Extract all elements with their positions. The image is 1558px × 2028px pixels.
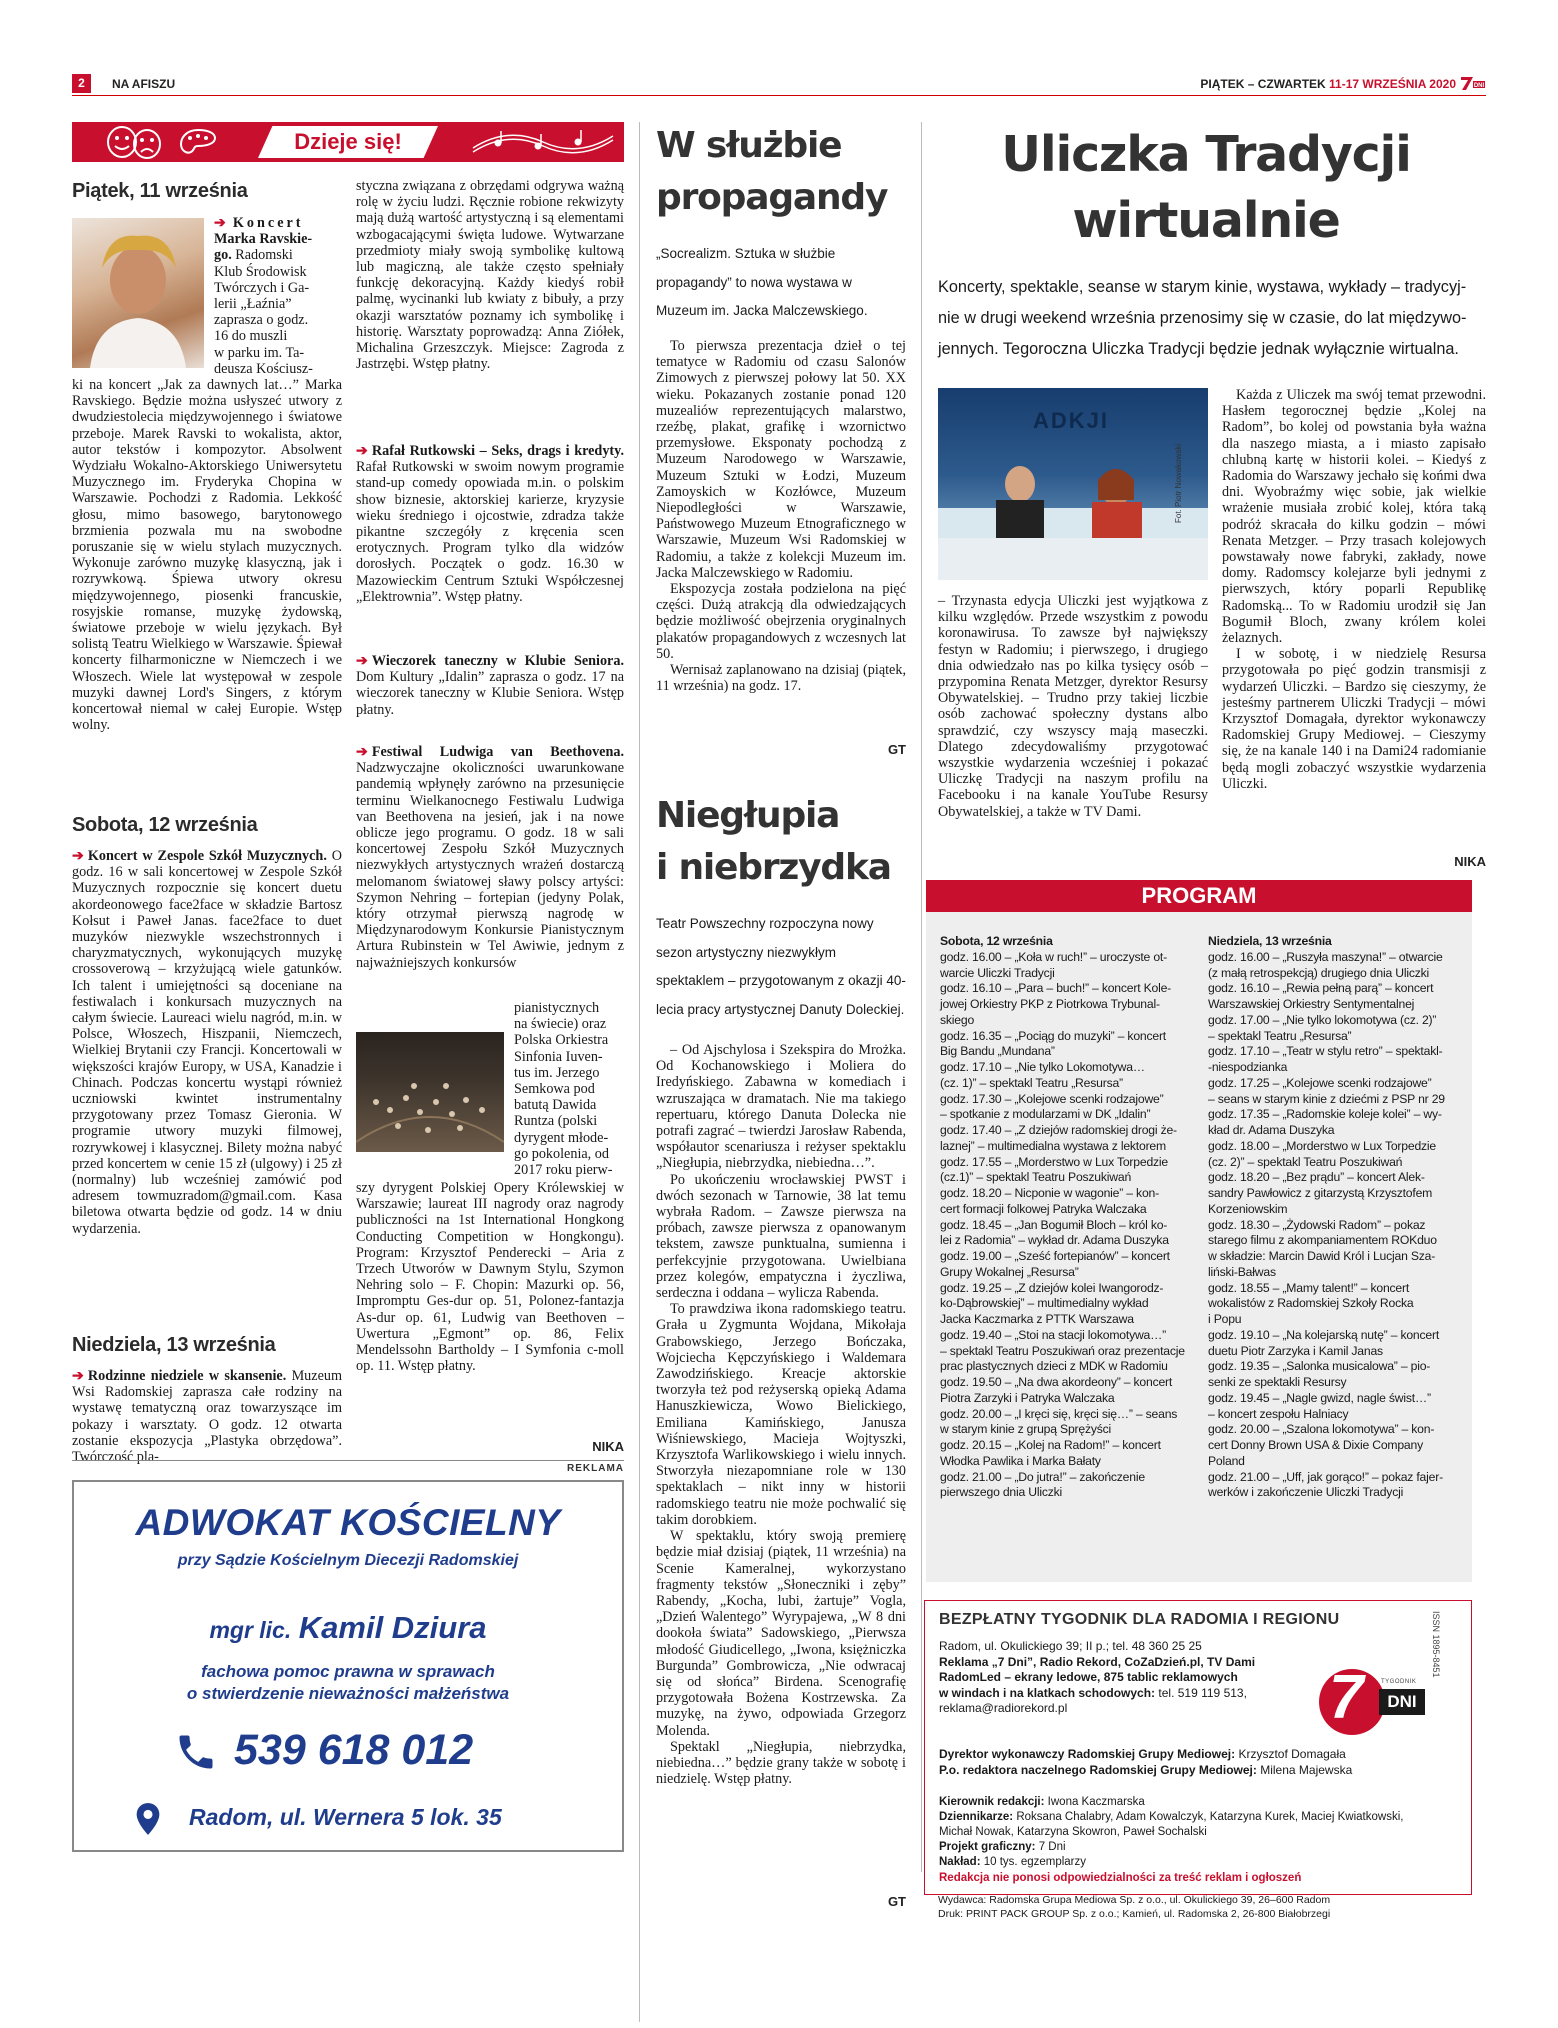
impressum-footer: Redakcja nie ponosi odpowiedzialności za treść reklam i ogłoszeń xyxy=(939,1872,1302,1884)
item1-title: ➔ Koncert xyxy=(214,215,304,231)
item1-title-b: Marka Ravskie- xyxy=(214,231,313,248)
impressum-staff: Kierownik redakcji: Iwona Kaczmarska Dziennikarze: Roksana Chalabry, Adam Kowalczyk, Katarzyna Kurek, Maciej Kwiatkowski, Michał Nowak, Katarzyna Skowron, Paweł Sochalski Projekt graficzny: 7 Dni Nakład: 10 tys. egzemplarzy xyxy=(939,1796,1404,1868)
item1-body: ki na koncert „Jak za dawnych lat…” Marka Ravskiego. Będzie można usłyszeć utwory z dwudziestolecia międzywojennego i światowe przeboje. Marek Ravski to wokalista, aktor, autor tekstów i kompozytor. Absolwent Wydziału Wokalno-Aktorskiego Uniwersytetu Muzycznego im. Fryderyka Chopina w Warszawie. Pochodzi z Radomia. Lekkość głosu, mimo basowego, barytonowego brzmienia pozwala mu na swobodne poruszanie się w wielu stylach muzycznych. Wykonuje zarówno muzykę klasyczną, jak i rozrywkową. Śpiewa utwory okresu międzywojennego, piosenki francuskie, rosyjskie romanse, muzykę żydowską, światowe przeboje w wielu językach. Był solistą Teatru Wielkiego w Warszawie. Śpiewał koncerty filharmoniczne w Niemczech i we Włoszech. Wiele lat występował w zespole muzyki dawnej Lord's Singers, z którym koncertował niemal w całej Europie. Wstęp wolny. xyxy=(72,377,342,734)
ad-phone[interactable]: 539 618 012 xyxy=(234,1726,474,1774)
svg-text:DNI: DNI xyxy=(1473,83,1485,89)
dzieje-signature: NIKA xyxy=(592,1439,624,1454)
ad-tagline-2: o stwierdzenie nieważności małżeństwa xyxy=(186,1684,510,1703)
lawyer-ad xyxy=(72,1480,624,1852)
program-entry: godz. 17.10 – „Teatr w stylu retro” – spektakl- -niespodzianka xyxy=(1208,1044,1443,1074)
page-number: 2 xyxy=(72,74,91,93)
impressum xyxy=(924,1600,1472,1895)
nieglupia-body: – Od Ajschylosa i Szekspira do Mrożka. Od Kochanowskiego i Moliera do Iredyńskiego. Zabawna w komediach i wzruszająca w dramatach. Nie ma takiego repertuaru, którego Danuta Dolecka nie potrafi zagrać – twierdzi Jarosław Rabenda, współautor scenariusza i reżyser spektaklu „Niegłupia, niebrzydka, niebiedna…”. Po ukończeniu wrocławskiej PWST i dwóch sezonach w Tarnowie, 38 lat temu wybrała Radom. – Zawsze pierwsza na próbach, zawsze pierwsza z opanowanym tekstem, zawsze punktualna, sumienna i perfekcyjnie przygotowana. Uwielbiana przez kolegów, empatyczna i życzliwa, serdeczna i oddana – wylicza Rabenda. To prawdziwa ikona radomskiego teatru. Grała u Zygmunta Wojdana, Mikołaja Grabowskiego, Jerzego Bończaka, Wojciecha Kępczyńskiego i Waldemara Zawodzińskiego. Kreacje aktorskie tworzyła też pod reżyserską opieką Adama Hanuszkiewicza, Wowo Bielickiego, Emiliana Kamińskiego, Janusza Wiśniewskiego, Macieja Wojtyszki, Krzysztofa Warlikowskiego i wielu innych. Stworzyła niezapomniane role w 130 spektaklach – nikt inny w historii radomskiego teatru nie może pochwalić się takim dorobkiem. W spektaklu, który swoją premierę będzie miał dzisiaj (piątek, 11 września) na Scenie Kameralnej, wykorzystano fragmenty tekstów „Słoneczniki i zęby” Rabendy, „Kocha, lubi, żartuje” Vogla, „Dzień Walentego” Wyrypajewa, „W 8 dni dookoła świata” Sadowskiego, „Pierwsza młodość Giudicellego, „Iwona, księżniczka Burgunda” Gombrowicza, „Nie odwracaj się od słońca” Birdena. Scenografię przygotowała Bożena Kostrzewska. Za muzykę, na żywo, odpowiada Grzegorz Molenda. Spektakl „Niegłupia, niebrzydka, niebiedna…” będzie grany także w sobotę i niedzielę. Wstęp płatny. xyxy=(656,1042,906,1788)
program-entry: godz. 17.30 – „Kolejowe scenki rodzajowe” – spotkanie z modularzami w DK „Idalin” xyxy=(940,1091,1164,1122)
tygodnik-logo: 7 DNI TYGODNIK xyxy=(1319,1667,1429,1735)
program-entry: godz. 17.40 – „Z dziejów radomskiej drogi że- laznej” – multimedialna wystawa z lektorem xyxy=(940,1123,1177,1153)
program-entry: godz. 17.55 – „Morderstwo w Lux Torpedzie (cz.1)” – spektakl Teatru Poszukiwań xyxy=(940,1154,1169,1185)
page-header xyxy=(72,74,1486,96)
program-entry: godz. 19.50 – „Na dwa akordeony” – koncert Piotra Zarzyki i Patryka Walczaka xyxy=(940,1375,1173,1405)
phone-icon xyxy=(174,1730,218,1774)
impressum-title: BEZPŁATNY TYGODNIK DLA RADOMIA I REGIONU xyxy=(939,1611,1340,1628)
program-entry: godz. 21.00 – „Uff, jak gorąco!” – pokaz fajer- werków i zakończenie Uliczki Tradycji xyxy=(1208,1469,1443,1500)
program-entry: godz. 17.35 – „Radomskie koleje kolei” – wy- kład dr. Adama Duszyka xyxy=(1208,1107,1442,1137)
propaganda-lead: „Socrealizm. Sztuka w służbie propagandy” to nowa wystawa w Muzeum im. Jacka Malczewskiego. xyxy=(656,246,868,318)
banner-title: Dzieje się! xyxy=(294,129,402,154)
item1-beside: go. Radomski Klub Środowisk Twórczych i Ga- lerii „Łaźnia” zaprasza o godz. 16 do muszli w parku im. Ta- deusza Kościusz- xyxy=(214,247,313,377)
day-heading-saturday: Sobota, 12 września xyxy=(72,814,258,836)
ad-subtitle: przy Sądzie Kościelnym Diecezji Radomskiej xyxy=(177,1552,519,1569)
item5: ➔ Wieczorek taneczny w Klubie Seniora. Dom Kultury „Idalin” zaprasza o godz. 17 na wieczorek taneczny w Klubie Seniora. Wstęp płatny. xyxy=(356,653,624,718)
program-entry: godz. 18.45 – „Jan Bogumił Bloch – król ko- lei z Radomia” – wykład dr. Adama Duszyka xyxy=(940,1217,1169,1248)
program-entry: godz. 16.10 – „Para – buch!” – koncert Kole- jowej Orkiestry PKP z Piotrkowa Trybunal- skiego xyxy=(940,981,1172,1027)
uliczka-left-text: – Trzynasta edycja Uliczki jest wyjątkowa z kilku względów. Przede wszystkim z powodu koronawirusa. To zawsze był największy festyn w Radomiu; i pierwszego, i drugiego dnia odwiedzało nas po kilka tysięcy osób – przypomina Renata Metzger, dyrektor Resursy Obywatelskiej. – Trudno przy takiej liczbie osób zachować społeczny dystans albo sprawdzić, czy wszyscy mają maseczki. Dlatego zdecydowaliśmy przygotować wszystkie wydarzenia wcześniej i pokazać Uliczkę Tradycji na naszym profilu na Facebooku i na kanale YouTube Resursy Obywatelskiej, a także w TV Dami. xyxy=(938,593,1208,820)
item4: ➔ Rafał Rutkowski – Seks, drags i kredyty. Rafał Rutkowski w swoim nowym programie stand-up comedy opowiada m.in. o polskim show biznesie, aktorskiej karierze, kryzysie wieku średniego i ojcostwie, zdradza także pikantne szczegóły z kręcenia scen erotycznych. Program tylko dla widzów dorosłych. Początek o godz. 16.30 w Mazowieckim Centrum Sztuki Współczesnej „Elektrownia”. Wstęp płatny. xyxy=(356,443,624,605)
program-entry: godz. 19.10 – „Na kolejarską nutę” – koncert duetu Piotr Zarzyka i Kamil Janas xyxy=(1208,1327,1440,1358)
section-name: NA AFISZU xyxy=(112,77,176,91)
program-entry: godz. 19.00 – „Sześć fortepianów” – koncert Grupy Wokalnej „Resursa” xyxy=(940,1249,1170,1279)
theater-masks-icon xyxy=(100,125,170,159)
reklama-label: REKLAMA xyxy=(72,1460,624,1474)
program-entry: godz. 18.20 – Nicponie w wagonie” – kon- cert formacji folkowej Patryka Walczaka xyxy=(940,1186,1159,1216)
nieglupia-lead: Teatr Powszechny rozpoczyna nowy sezon artystyczny niezwykłym spektaklem – przygotowanym z okazji 40-lecia pracy artystycznej Danuty Doleckiej. xyxy=(656,916,906,1017)
nieglupia-signature: GT xyxy=(887,1894,906,1909)
photo-credit: Fot. Piotr Nowakowski xyxy=(1174,443,1183,523)
program-entry: godz. 16.00 – „Ruszyła maszyna!” – otwarcie (z małą retrospekcją) drugiego dnia Uliczki xyxy=(1208,949,1443,980)
uliczka-signature: NIKA xyxy=(1454,854,1486,869)
ad-title: ADWOKAT KOŚCIELNY xyxy=(135,1502,561,1543)
day-heading-sunday: Niedziela, 13 września xyxy=(72,1334,276,1356)
propaganda-headline: W służbie propagandy xyxy=(656,125,888,218)
photo-banner-text: ADKJI xyxy=(1033,408,1110,433)
impressum-contact: Radom, ul. Okulickiego 39; II p.; tel. 48 360 25 25 Reklama „7 Dni”, Radio Rekord, CoZaDzień.pl, TV Dami RadomLed – ekrany ledowe, 875 tablic reklamowych w windach i na klatkach schodowych: tel. 519 119 513, reklama@radiorekord.pl xyxy=(939,1639,1256,1716)
program-sunday: Niedziela, 13 września godz. 16.00 – „Ruszyła maszyna!” – otwarcie (z małą retrospekcją) drugiego dnia Uliczki godz. 16.10 – „Rewia pełną parą” – koncert Warszawskiej Orkiestry Sentymentalnej godz. 17.00 – „Nie tylko lokomotywa (cz. 2)” – spektakl Teatru „Resursa” godz. 17.10 – „Teatr w stylu retro” – spektakl- -niespodzianka godz. 17.25 – „Kolejowe scenki rodzajowe” – seans w starym kinie z dziećmi z PSP nr 29 godz. 17.35 – „Radomskie koleje kolei” – wy- kład dr. Adama Duszyka godz. 18.00 – „Morderstwo w Lux Torpedzie (cz. 2)” – spektakl Teatru Poszukiwań godz. 18.20 – „Bez prądu” – koncert Alek- sandry Pawłowicz z gitarzystą Krzysztofem Korzeniowskim godz. 18.30 – „Żydowski Radom” – pokaz starego filmu z akompaniamentem ROKduo w składzie: Marcin Dawid Król i Lucjan Sza- liński-Bałwas godz. 18.55 – „Mamy talent!” – koncert wokalistów z Radomskiej Szkoły Rocka i Popu godz. 19.10 – „Na kolejarską nutę” – koncert duetu Piotr Zarzyka i Kamil Janas godz. 19.35 – „Salonka musicalowa” – pio- senki ze spektakli Resursy godz. 19.45 – „Nagle gwizd, nagle świst…” – koncert zespołu Halniacy godz. 20.00 – „Szalona lokomotywa” – kon- cert Donny Brown USA & Dixie Company Poland godz. 21.00 – „Uff, jak gorąco!” – pokaz fajer- werków i zakończenie Uliczki Tradycji xyxy=(1208,934,1470,1501)
program-entry: godz. 17.10 – „Nie tylko Lokomotywa… (cz. 1)” – spektakl Teatru „Resursa” xyxy=(940,1060,1145,1090)
day-heading-friday: Piątek, 11 września xyxy=(72,180,248,202)
uliczka-right-text: Każda z Uliczek ma swój temat przewodni. Hasłem tegorocznej będzie „Kolej na Radom”, bo kolej od powstania była ważna dla naszego miasta, a i miasto zapisało chlubną kartę w historii kolei. – Kiedyś z Radomia do Warszawy jechało się końmi dwa dni. Wyobraźmy więc sobie, jak wielkie wrażenie musiała zrobić kolej, która taką podróż skracała do kilku godzin – mówi Renata Metzger. – Przy trasach kolejowych powstawały nowe fabryki, zakłady, nowe domy. Radomscy kolejarze byli jednymi z pierwszych, który poparli Republikę Radomską... To w Radomiu urodził się Jan Bogumił Bloch, zwany królem kolei żelaznych. I w sobotę, i w niedzielę Resursa przygotowała po pięć godzin transmisji z wydarzeń Uliczki. – Bardzo się cieszymy, że jesteśmy partnerem Uliczki Tradycji – mówi Krzysztof Domagała, dyrektor wykonawczy Radomskiej Grupy Mediowej. – Cieszymy się, że na kanale 140 i na Dami24 radomianie będą mogli zobaczyć wszystkie wydarzenia Uliczki. xyxy=(1222,387,1486,792)
item6-beside: pianistycznych na świecie) oraz Polska Orkiestra Sinfonia Iuven- tus im. Jerzego Semkowa pod batutą Dawida Runtza (polski dyrygent młode- go pokolenia, od 2017 roku pierw- xyxy=(514,1000,613,1179)
program-entry: godz. 16.35 – „Pociąg do muzyki” – koncert Big Bandu „Mundana” xyxy=(940,1028,1166,1059)
program-entry: godz. 19.25 – „Z dziejów kolei Iwangorodz- ko-Dąbrowskiej” – multimedialny wykład Jacka Kaczmarka z PTTK Warszawa xyxy=(940,1280,1164,1326)
program-entry: godz. 19.40 – „Stoi na stacji lokomotywa…” – spektakl Teatru Poszukiwań oraz prezentacje prac plastycznych dzieci z MDK w Radomiu xyxy=(940,1327,1185,1374)
propaganda-signature: GT xyxy=(887,742,906,757)
item3: ➔ Rodzinne niedziele w skansenie. Muzeum Wsi Radomskiej zaprasza całe rodziny na wystawę tematyczną oraz towarzyszące im pokazy i warsztaty. O godz. 12 otwarta zostanie ekspozycja „Plastyka obrzędowa”. Twórczość pla- xyxy=(72,1368,342,1466)
issue-date: PIĄTEK – CZWARTEK 11-17 WRZEŚNIA 2020 xyxy=(1200,77,1456,91)
impressum-publisher: Wydawca: Radomska Grupa Mediowa Sp. z o.o., ul. Okulickiego 39, 26–600 Radom Druk: PRINT PACK GROUP Sp. z o.o.; Kamień, ul. Radomska 2, 26-800 Białobrzegi xyxy=(938,1894,1331,1920)
program-saturday-list xyxy=(940,950,1202,1501)
music-notes-icon xyxy=(468,126,618,158)
uliczka-headline: Uliczka Tradycji wirtualnie xyxy=(1001,126,1411,249)
program-entry: godz. 21.00 – „Do jutra!” – zakończenie pierwszego dnia Uliczki xyxy=(940,1469,1145,1500)
item3-continued: styczna związana z obrzędami odgrywa ważną rolę w życiu ludzi. Ręcznie robione rekwizyty mają dużą wartość artystyczną i są elementami wzbogacającymi święta ludowe. Wytwarzane przedmioty miały swoją symbolikę kultową lub magiczną, ale także często spełniały funkcję dekoracyjną. Każdy kiedyś robił palmę, wycinanki lub kwiaty z bibuły, a przy okazji warsztatów poznamy ich symbolikę i historię. Warsztaty poprowadzą: Anna Ziółek, Michalina Grzeszczyk. Miejsce: Zagroda z Jastrzębi. Wstęp płatny. xyxy=(356,178,624,373)
program-saturday: Sobota, 12 września godz. 16.00 – „Koła w ruch!” – uroczyste ot- warcie Uliczki Tradycji godz. 16.10 – „Para – buch!” – koncert Kole- jowej Orkiestry PKP z Piotrkowa Trybunal- skiego godz. 16.35 – „Pociąg do muzyki” – koncert Big Bandu „Mundana” godz. 17.10 – „Nie tylko Lokomotywa… (cz. 1)” – spektakl Teatru „Resursa” godz. 17.30 – „Kolejowe scenki rodzajowe” – spotkanie z modularzami w DK „Idalin” godz. 17.40 – „Z dziejów radomskiej drogi że- laznej” – multimedialna wystawa z lektorem godz. 17.55 – „Morderstwo w Lux Torpedzie (cz.1)” – spektakl Teatru Poszukiwań godz. 18.20 – Nicponie w wagonie” – kon- cert formacji folkowej Patryka Walczaka godz. 18.45 – „Jan Bogumił Bloch – król ko- lei z Radomia” – wykład dr. Adama Duszyka godz. 19.00 – „Sześć fortepianów” – koncert Grupy Wokalnej „Resursa” godz. 19.25 – „Z dziejów kolei Iwangorodz- ko-Dąbrowskiej” – multimedialny wykład Jacka Kaczmarka z PTTK Warszawa godz. 19.40 – „Stoi na stacji lokomotywa…” – spektakl Teatru Poszukiwań oraz prezentacje prac plastycznych dzieci z MDK w Radomiu godz. 19.50 – „Na dwa akordeony” – koncert Piotra Zarzyki i Patryka Walczaka godz. 20.00 – „I kręci się, kręci się…” – seans w starym kinie z grupą Sprężyści godz. 20.15 – „Kolej na Radom!” – koncert Włodka Pawlika i Marka Bałaty godz. 21.00 – „Do jutra!” – zakończenie pierwszego dnia Uliczki xyxy=(940,934,1202,1501)
program-entry: godz. 18.00 – „Morderstwo w Lux Torpedzie (cz. 2)” – spektakl Teatru Poszukiwań xyxy=(1208,1138,1437,1169)
program-entry: godz. 20.00 – „I kręci się, kręci się…” – seans w starym kinie z grupą Sprężyści xyxy=(940,1406,1178,1437)
program-entry: godz. 16.10 – „Rewia pełną parą” – koncert Warszawskiej Orkiestry Sentymentalnej xyxy=(1208,981,1434,1011)
photo-press-conference xyxy=(938,388,1208,580)
program-entry: godz. 19.45 – „Nagle gwizd, nagle świst…” – koncert zespołu Halniacy xyxy=(1208,1390,1431,1421)
program-entry: godz. 20.15 – „Kolej na Radom!” – koncert Włodka Pawlika i Marka Bałaty xyxy=(940,1438,1161,1468)
program-sunday-list xyxy=(1208,950,1470,1501)
program-entry: godz. 18.20 – „Bez prądu” – koncert Alek- sandry Pawłowicz z gitarzystą Krzysztofem Korzeniowskim xyxy=(1208,1170,1433,1216)
item6-body-rest: szy dyrygent Polskiej Opery Królewskiej w Warszawie; laureat III nagrody oraz nagrody publiczności na 1st International Hongkong Conducting Competition w Hongkongu). Program: Krzysztof Penderecki – Aria z Trzech Utworów w Dawnym Stylu, Szymon Nehring solo – F. Chopin: Mazurki op. 56, Impromptu Ges-dur op. 51, Polonez-fantazja As-dur op. 61, Ludwig van Beethoven – Uwertura „Egmont” op. 86, Felix Mendelssohn Bartholdy – I Symfonia c-moll op. 11. Wstęp płatny. xyxy=(356,1180,624,1375)
item2: ➔ Koncert w Zespole Szkół Muzycznych. O godz. 16 w sali koncertowej w Zespole Szkół Muzycznych rozpocznie się koncert duetu akordeonowego face2face w składzie Bartosz Kołsut i Paweł Janas. face2face to duet muzyków niezwykle wszechstronnych i charyzmatycznych, wykonujących muzykę crossoverową – krzyżującą wiele gatunków. Ich talent i umiejętności są doceniane na festiwalach i konkursach muzycznych na całym świecie. Laureaci wielu nagród, m.in. w Polsce, Włoszech, Hiszpanii, Niemczech, Wielkiej Brytanii czy Francji. Koncertowali w większości krajów Europy, w USA, Kanadzie i Chinach. Podczas koncertu wystąpi również uczniowski kwintet instrumentalny przygotowany przez Tomasz Gieronia. W programie utwory muzyki filmowej, rozrywkowej i klasycznej. Bilety można nabyć przed koncertem w cenie 15 zł (ulgowy) i 25 zł (normalny) lub wcześniej zamówić pod adresem towmuzradom@gmail.com. Kasa biletowa otwarta będzie od godz. 14 w dniu wydarzenia. xyxy=(72,848,342,1237)
program-entry: godz. 16.00 – „Koła w ruch!” – uroczyste ot- warcie Uliczki Tradycji xyxy=(940,949,1167,980)
header-logo xyxy=(1460,75,1486,94)
ad-tagline-1: fachowa pomoc prawna w sprawach xyxy=(201,1662,495,1681)
uliczka-lead: Koncerty, spektakle, seanse w starym kinie, wystawa, wykłady – tradycyj- nie w drugi weekend września przenosimy się w czasie, do lat międzywo- jennych. Tegoroczna Uliczka Tradycji będzie jednak wyłącznie wirtualna. xyxy=(938,278,1467,358)
program-entry: godz. 19.35 – „Salonka musicalowa” – pio- senki ze spektakli Resursy xyxy=(1208,1359,1431,1389)
program-title: PROGRAM xyxy=(926,880,1472,912)
palette-icon xyxy=(178,127,218,157)
dzieje-banner xyxy=(72,122,624,162)
program-entry: godz. 17.00 – „Nie tylko lokomotywa (cz. 2)” – spektakl Teatru „Resursa” xyxy=(1208,1012,1437,1043)
ad-address: Radom, ul. Wernera 5 lok. 35 xyxy=(189,1804,502,1830)
column-rule-1 xyxy=(639,122,640,2022)
impressum-management: Dyrektor wykonawczy Radomskiej Grupy Mediowej: Krzysztof Domagała P.o. redaktora naczelnego Radomskiej Grupy Mediowej: Milena Majewska xyxy=(939,1747,1353,1777)
nieglupia-headline: Niegłupia i niebrzydka xyxy=(656,795,891,888)
item6: ➔ Festiwal Ludwiga van Beethovena. Nadzwyczajne okoliczności uwarunkowane pandemią wpłynęły zarówno na przesunięcie terminu Wielkanocnego Festiwalu Ludwiga van Beethovena na jesień, jak i na nowe oblicze jego programu. O godz. 18 w sali koncertowej Zespołu Szkół Muzycznych niezwykłych artystycznych wrażeń dostarczą melomanom światowej sławy polscy artyści: Szymon Nehring – fortepian (jedyny Polak, który otrzymał pierwszą nagrodę w Międzynarodowym Konkursie Pianistycznym Artura Rubinstein w Tel Awiwie, jednym z najważniejszych konkursów xyxy=(356,744,624,971)
program-entry: godz. 20.00 – „Szalona lokomotywa” – kon- cert Donny Brown USA & Dixie Company Poland xyxy=(1208,1422,1435,1468)
photo-marek-ravski xyxy=(72,218,204,368)
location-pin-icon xyxy=(134,1802,162,1836)
program-entry: godz. 18.55 – „Mamy talent!” – koncert wokalistów z Radomskiej Szkoły Rocka i Popu xyxy=(1208,1280,1414,1326)
column-rule-2 xyxy=(921,122,922,1872)
program-entry: godz. 18.30 – „Żydowski Radom” – pokaz starego filmu z akompaniamentem ROKduo w składzie: Marcin Dawid Król i Lucjan Sza- liński-Bałwas xyxy=(1208,1217,1437,1279)
photo-orchestra xyxy=(356,1032,504,1152)
issn: ISSN 1895-8451 xyxy=(1431,1611,1441,1678)
ad-name: mgr lic. Kamil Dziura xyxy=(209,1610,487,1645)
program-entry: godz. 17.25 – „Kolejowe scenki rodzajowe” – seans w starym kinie z dziećmi z PSP nr 29 xyxy=(1208,1075,1445,1106)
propaganda-body: To pierwsza prezentacja dzieł o tej tematyce w Radomiu od czasu Salonów Zimowych z pierwszej połowy lat 50. XX wieku. Pokazanych zostanie ponad 120 muzealiów reprezentujących malarstwo, rzeźbę, plakat, grafikę i wzornictwo przemysłowe. Eksponaty pochodzą z Muzeum Narodowego w Warszawie, Muzeum Sztuki w Łodzi, Muzeum Zamoyskich w Kozłówce, Muzeum Niepodległości w Warszawie, Państwowego Muzeum Etnograficznego w Warszawie, Muzeum Wsi Radomskiej w Radomiu, a także z kolekcji Muzeum im. Jacka Malczewskiego w Radomiu. Ekspozycja została podzielona na pięć części. Dużą atrakcją dla odwiedzających będzie możliwość obejrzenia oryginalnych plakatów propagandowych z wczesnych lat 50. Wernisaż zaplanowano na dzisiaj (piątek, 11 września) na godz. 17. xyxy=(656,338,906,695)
